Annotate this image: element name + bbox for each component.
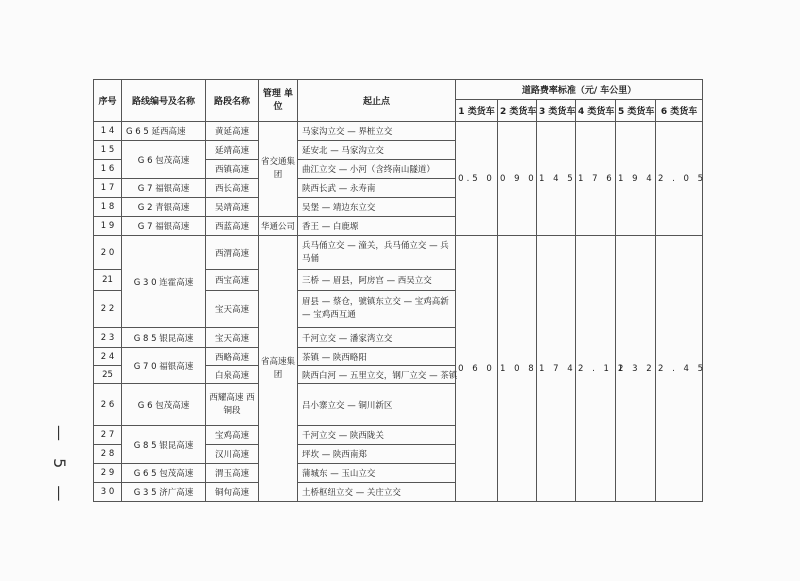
- points-cell: 土桥枢纽立交 — 关庄立交: [298, 483, 456, 502]
- header-mgmt: 管理 单位: [259, 80, 298, 122]
- route-cell: G 7 0 福银高速: [122, 348, 206, 384]
- points-cell: 三桥 — 眉县，阿房宫 — 西吴立交: [298, 270, 456, 291]
- table-row: [94, 122, 703, 141]
- section-cell: 吴靖高速: [206, 198, 259, 217]
- rate-class-6: 2 . 4 5: [656, 236, 703, 502]
- seq-cell: 2 7: [94, 426, 122, 445]
- points-cell: 吴堡 — 靖边东立交: [298, 198, 456, 217]
- seq-cell: 1 9: [94, 217, 122, 236]
- rate-class-4: 2 . 1 1: [576, 236, 616, 502]
- rate-class-2: 1 0 8: [498, 236, 537, 502]
- section-cell: 西耀高速 西铜段: [206, 384, 259, 426]
- header-start-end: 起止点: [298, 80, 456, 122]
- header-class-6: 6 类货车: [656, 100, 703, 122]
- points-cell: 吕小寨立交 — 铜川新区: [298, 384, 456, 426]
- rate-class-3: 1 7 4: [537, 236, 576, 502]
- toll-rate-table: [93, 79, 707, 502]
- route-cell: G 2 青银高速: [122, 198, 206, 217]
- section-cell: 宝天高速: [206, 291, 259, 328]
- rate-class-1: 0.5 0: [456, 122, 498, 236]
- section-cell: 渭玉高速: [206, 464, 259, 483]
- section-cell: 宝天高速: [206, 328, 259, 348]
- seq-cell: 2 4: [94, 348, 122, 366]
- rate-class-6: 2 . 0 5: [656, 122, 703, 236]
- page-number: — 5 —: [50, 425, 69, 508]
- seq-cell: 21: [94, 270, 122, 291]
- section-cell: 西长高速: [206, 179, 259, 198]
- route-cell: G 7 福银高速: [122, 217, 206, 236]
- seq-cell: 25: [94, 366, 122, 384]
- route-cell: G 8 5 银昆高速: [122, 328, 206, 348]
- rate-class-5: 2 3 2: [616, 236, 656, 502]
- rate-class-4: 1 7 6: [576, 122, 616, 236]
- seq-cell: 2 2: [94, 291, 122, 328]
- section-cell: 铜旬高速: [206, 483, 259, 502]
- points-cell: 眉县 — 蔡仓，號镇东立交 — 宝鸡高新 — 宝鸡西互通: [298, 291, 456, 328]
- points-cell: 坪坎 — 陕西南郑: [298, 445, 456, 464]
- section-cell: 宝鸡高速: [206, 426, 259, 445]
- points-cell: 千河立交 — 潘家湾立交: [298, 328, 456, 348]
- points-cell: 陕西长武 — 永寿南: [298, 179, 456, 198]
- seq-cell: 1 6: [94, 160, 122, 179]
- header-class-3: 3 类货车: [537, 100, 576, 122]
- points-cell: 千河立交 — 陕西陇关: [298, 426, 456, 445]
- route-cell: G 3 0 连霍高速: [122, 236, 206, 328]
- seq-cell: 2 9: [94, 464, 122, 483]
- seq-cell: 1 5: [94, 141, 122, 160]
- section-cell: 西渭高速: [206, 236, 259, 270]
- points-cell: 马家沟立交 — 界桩立交: [298, 122, 456, 141]
- seq-cell: 1 7: [94, 179, 122, 198]
- points-cell: 茶镇 — 陕西略阳: [298, 348, 456, 366]
- route-cell: G 6 包茂高速: [122, 141, 206, 179]
- header-class-2: 2 类货车: [498, 100, 537, 122]
- mgmt-cell: 华通公司: [259, 217, 298, 236]
- header-route: 路线编号及名称: [122, 80, 206, 122]
- header-rate-title: 道路费率标准（元/ 车公里）: [456, 80, 703, 100]
- mgmt-cell: 省交通集团: [259, 122, 298, 217]
- points-cell: 延安北 — 马家沟立交: [298, 141, 456, 160]
- seq-cell: 2 6: [94, 384, 122, 426]
- route-cell: G 6 5 延西高速: [122, 122, 206, 141]
- route-cell: G 7 福银高速: [122, 179, 206, 198]
- header-class-4: 4 类货车: [576, 100, 616, 122]
- route-cell: G 3 5 济广高速: [122, 483, 206, 502]
- route-cell: G 6 5 包茂高速: [122, 464, 206, 483]
- points-cell: 曲江立交 — 小河（含终南山隧道）: [298, 160, 456, 179]
- section-cell: 汉川高速: [206, 445, 259, 464]
- seq-cell: 1 4: [94, 122, 122, 141]
- points-cell: 兵马俑立交 — 潼关，兵马俑立交 — 兵马俑: [298, 236, 456, 270]
- section-cell: 白泉高速: [206, 366, 259, 384]
- rate-class-3: 1 4 5: [537, 122, 576, 236]
- rate-class-5: 1 9 4: [616, 122, 656, 236]
- route-cell: G 6 包茂高速: [122, 384, 206, 426]
- seq-cell: 2 3: [94, 328, 122, 348]
- table-row: [94, 236, 703, 270]
- section-cell: 西宝高速: [206, 270, 259, 291]
- header-class-5: 5 类货车: [616, 100, 656, 122]
- section-cell: 黄延高速: [206, 122, 259, 141]
- section-cell: 西蓝高速: [206, 217, 259, 236]
- section-cell: 延靖高速: [206, 141, 259, 160]
- points-cell: 香王 — 白鹿塬: [298, 217, 456, 236]
- seq-cell: 3 0: [94, 483, 122, 502]
- seq-cell: 2 8: [94, 445, 122, 464]
- points-cell: 陕西白河 — 五里立交，钢厂立交 — 茶镇: [298, 366, 456, 384]
- route-cell: G 8 5 银昆高速: [122, 426, 206, 464]
- points-cell: 蒲城东 — 玉山立交: [298, 464, 456, 483]
- rate-class-1: 0 6 0: [456, 236, 498, 502]
- section-cell: 西镇高速: [206, 160, 259, 179]
- header-section: 路段名称: [206, 80, 259, 122]
- rate-class-2: 0 9 0: [498, 122, 537, 236]
- mgmt-cell: 省高速集团: [259, 236, 298, 502]
- header-seq: 序号: [94, 80, 122, 122]
- section-cell: 西略高速: [206, 348, 259, 366]
- seq-cell: 1 8: [94, 198, 122, 217]
- header-class-1: 1 类货车: [456, 100, 498, 122]
- seq-cell: 2 0: [94, 236, 122, 270]
